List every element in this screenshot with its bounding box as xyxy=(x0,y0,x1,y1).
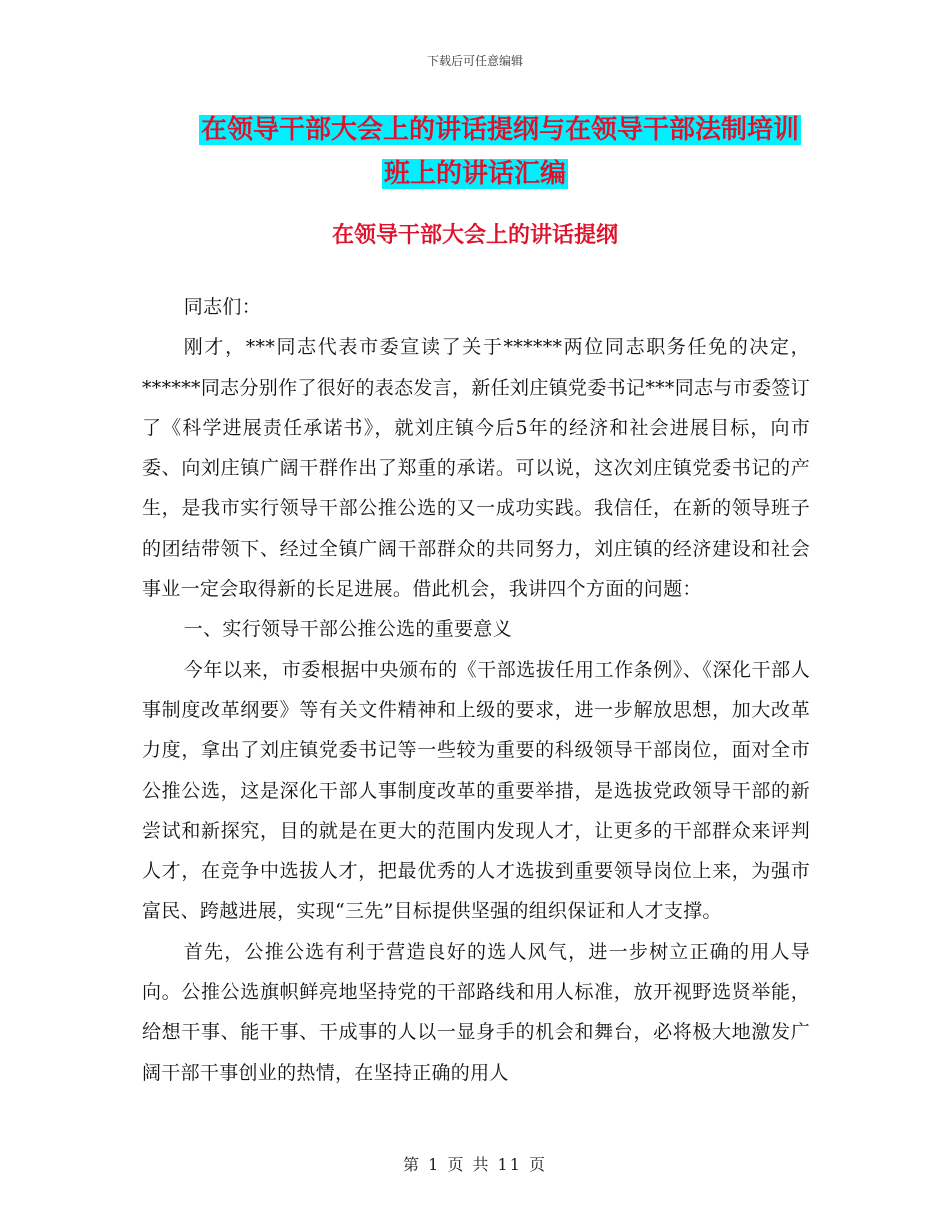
title-highlight-1: 在领导干部大会上的讲话提纲与在领导干部法制培训 xyxy=(200,115,799,145)
header-note: 下载后可任意编辑 xyxy=(426,54,523,68)
paragraph-background: 今年以来，市委根据中央颁布的《干部选拔任用工作条例》、《深化干部人事制度改革纲要》等有关文件精神和上级的要求，进一步解放思想，加大改革力度，拿出了刘庄镇党委书记等一些较为重要的科级领导干部岗位，面对全市公推公选，这是深化干部人事制度改革的重要举措，是选拔党政领导干部的新尝试和新探究，目的就是在更大的范围内发现人才，让更多的干部群众来评判人才，在竞争中选拔人才，把最优秀的人才选拔到重要领导岗位上来，为强市富民、跨越进展，实现“三先”目标提供坚强的组织保证和人才支撑。 xyxy=(142,658,810,923)
document-title-line1 xyxy=(0,108,950,152)
section-title: 在领导干部大会上的讲话提纲 xyxy=(331,223,618,248)
paragraph-first-point: 首先，公推公选有利于营造良好的选人风气，进一步树立正确的用人导向。公推公选旗帜鲜亮地坚持党的干部路线和用人标准，放开视野选贤举能，给想干事、能干事、干成事的人以一显身手的机会和舞台，必将极大地激发广阔干部干事创业的热情，在坚持正确的用人 xyxy=(142,940,810,1084)
body-text xyxy=(142,287,810,1093)
document-title xyxy=(0,108,950,196)
salutation: 同志们： xyxy=(183,296,261,318)
document-title-line2 xyxy=(0,152,950,196)
title-highlight-2: 班上的讲话汇编 xyxy=(383,159,566,189)
page-footer: 第 1 页 共 11 页 xyxy=(403,1155,547,1174)
paragraph-intro: 刚才，***同志代表市委宣读了关于******两位同志职务任免的决定，******同志分别作了很好的表态发言，新任刘庄镇党委书记***同志与市委签订了《科学进展责任承诺书》，就刘庄镇今后5年的经济和社会进展目标，向市委、向刘庄镇广阔干群作出了郑重的承诺。可以说，这次刘庄镇党委书记的产生，是我市实行领导干部公推公选的又一成功实践。我信任，在新的领导班子的团结带领下、经过全镇广阔干部群众的共同努力，刘庄镇的经济建设和社会事业一定会取得新的长足进展。借此机会，我讲四个方面的问题： xyxy=(142,336,810,601)
heading-section-one: 一、实行领导干部公推公选的重要意义 xyxy=(183,618,512,641)
